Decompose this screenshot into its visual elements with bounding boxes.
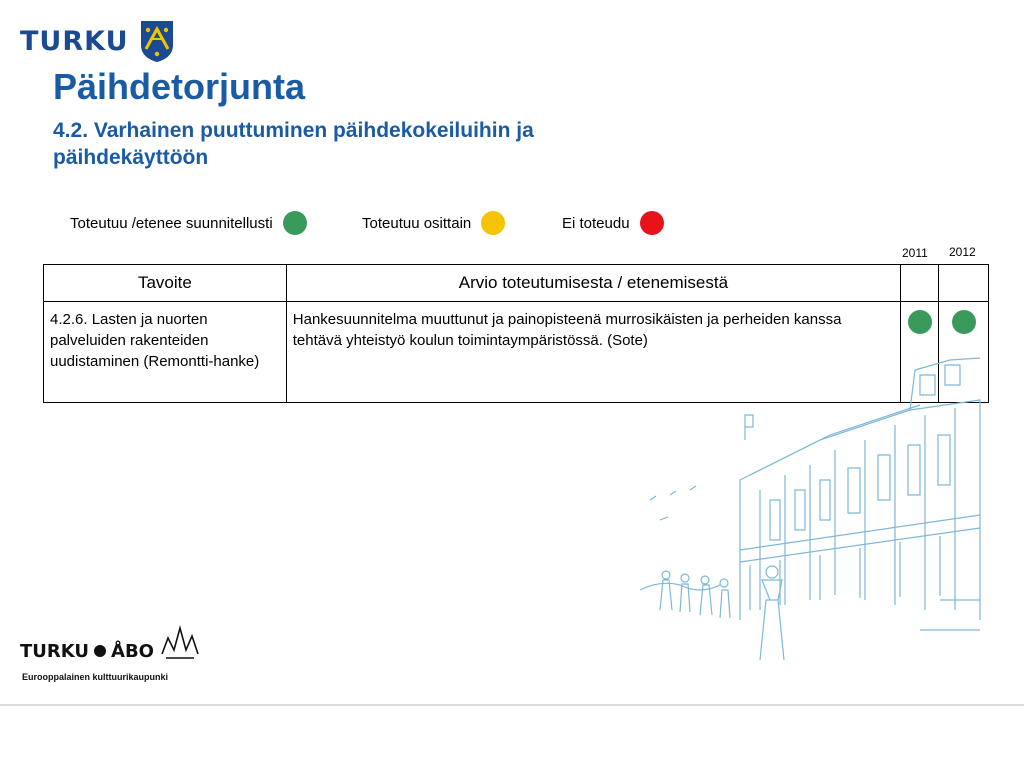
column-header-goal: Tavoite: [44, 265, 287, 302]
footer-divider: [0, 704, 1024, 706]
assessment-cell: Hankesuunnitelma muuttunut ja painopisteenä murrosikäisten ja perheiden kanssa tehtävä yhteistyö koulun toimintaympäristössä. (Sote): [286, 302, 900, 403]
column-header-2011: [901, 265, 939, 302]
yellow-status-icon: [481, 211, 505, 235]
legend-label: Toteutuu osittain: [362, 214, 472, 232]
red-status-icon: [640, 211, 664, 235]
column-header-2012: [939, 265, 989, 302]
legend-item-partial: [362, 210, 505, 236]
legend-item-not-realized: [562, 210, 664, 236]
table-header-row: [44, 265, 989, 302]
column-header-assessment: Arvio toteutumisesta / etenemisestä: [286, 265, 900, 302]
page-title: Päihdetorjunta: [53, 66, 306, 107]
status-legend: [0, 210, 1024, 236]
year-label-2011: 2011: [902, 246, 928, 260]
year-label-2012: 2012: [949, 245, 976, 259]
legend-label: Toteutuu /etenee suunnitellusti: [70, 214, 273, 232]
legend-label: Ei toteudu: [562, 214, 630, 232]
logo-right-word: ÅBO: [111, 640, 154, 662]
logo-tagline: Eurooppalainen kulttuurikaupunki: [22, 672, 169, 682]
green-status-icon: [283, 211, 307, 235]
goal-cell: 4.2.6. Lasten ja nuorten palveluiden rakenteiden uudistaminen (Remontti-hanke): [44, 302, 287, 403]
dot-separator-icon: [94, 645, 106, 657]
page-subtitle: 4.2. Varhainen puuttuminen päihdekokeiluihin ja päihdekäyttöön: [53, 119, 534, 169]
coat-of-arms-icon: [139, 19, 175, 63]
turku-logo: [20, 18, 175, 64]
logo-wordmark: TURKU: [20, 25, 129, 57]
flame-crown-icon: [160, 624, 200, 662]
building-sketch-illustration: [620, 300, 985, 670]
legend-item-on-track: [70, 210, 307, 236]
logo-left-word: TURKU: [20, 640, 90, 662]
european-capital-of-culture-logo: [20, 632, 200, 682]
